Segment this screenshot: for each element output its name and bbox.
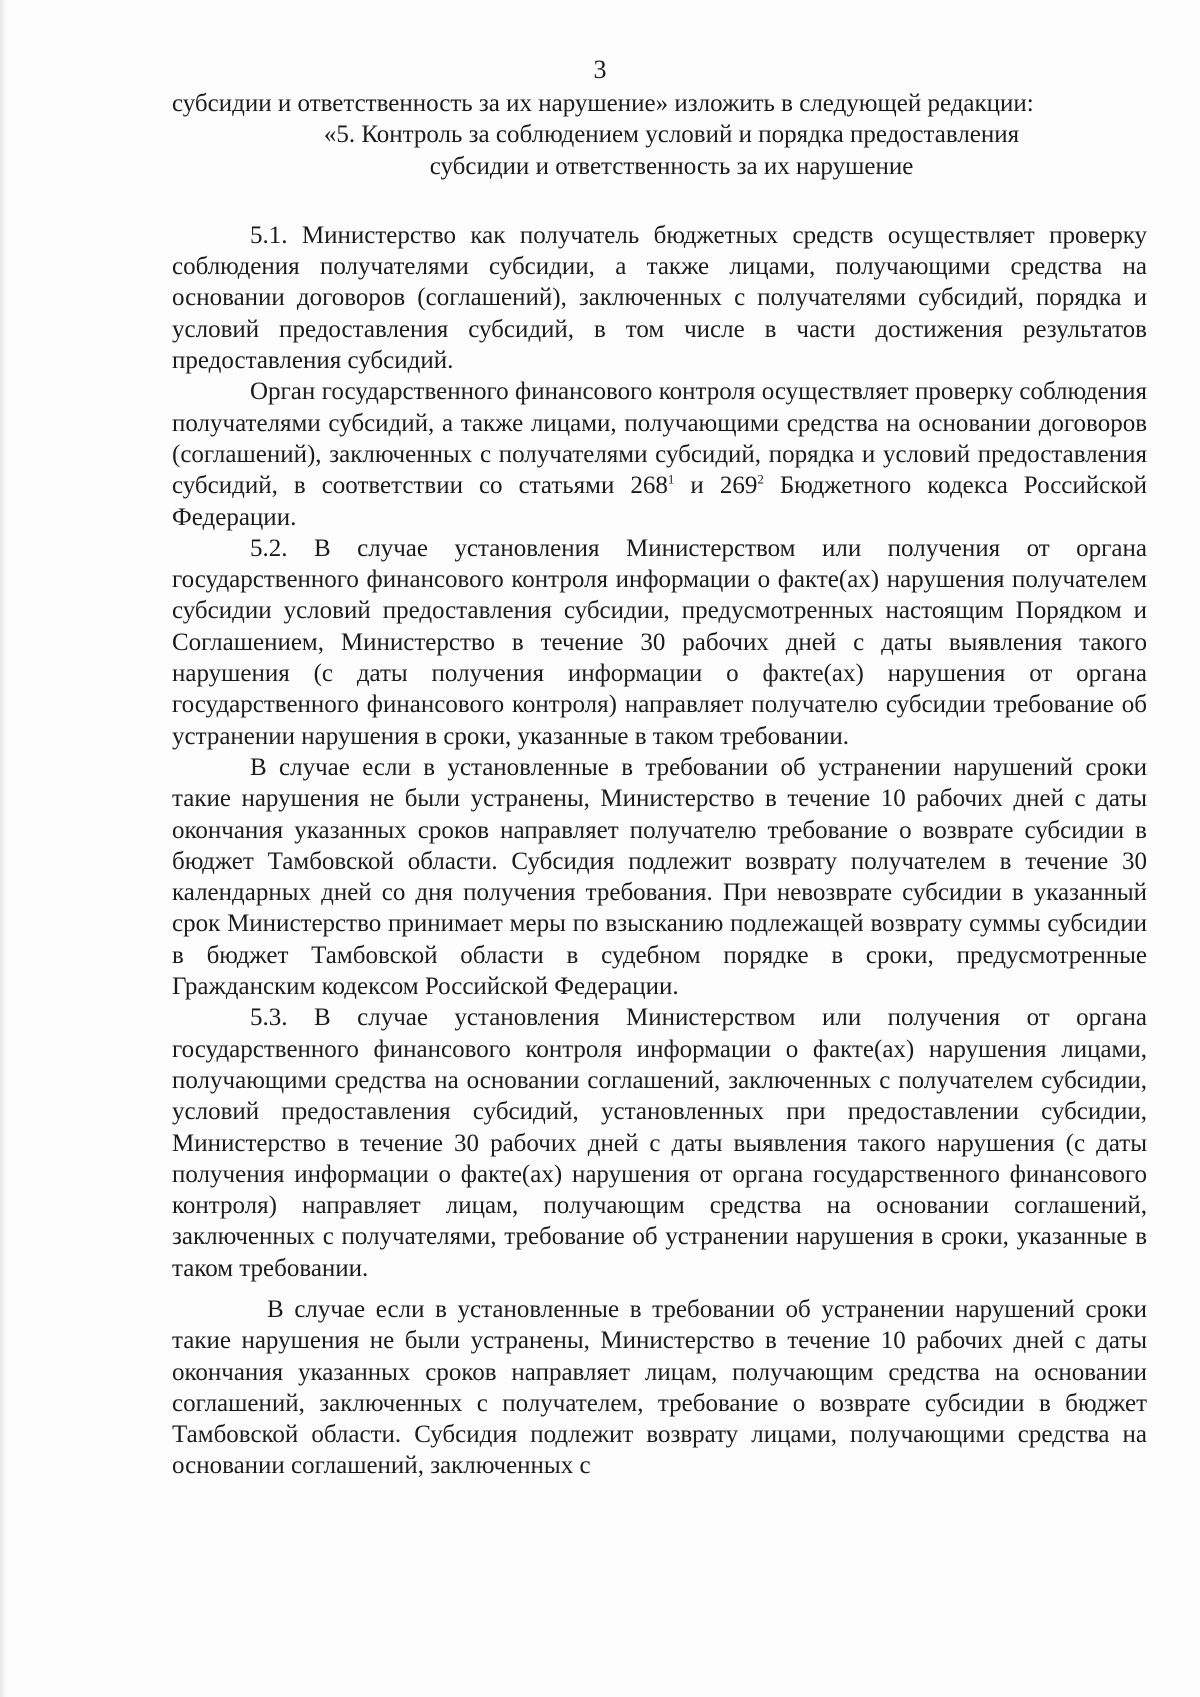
paragraph-financial-control [172,376,1147,532]
page-number: 3 [593,55,607,84]
paragraph-5-2-refund: В случае если в установленные в требовании об устранении нарушений сроки такие нарушения не были устранены, Министерство в течение 10 рабочих дней с даты окончания указанных сроков направляет получателю требование о возврате субсидии в бюджет Тамбовской области. Субсидия подлежит возврату получателем в течение 30 календарных дней со дня получения требования. При невозврате субсидии в указанный срок Министерство принимает меры по взысканию подлежащей возврату суммы субсидии в бюджет Тамбовской области в судебном порядке в сроки, предусмотренные Гражданским кодексом Российской Федерации. [172,753,1147,1001]
article-269-superscript: 2 [757,471,764,487]
document-body [172,88,1147,1482]
scan-edge-shadow [0,0,6,1697]
paragraph-5-1: 5.1. Министерство как получатель бюджетных средств осуществляет проверку соблюдения получателями субсидии, а также лицами, получающими средства на основании договоров (соглашений), заключенных с получателями субсидий, порядка и условий предоставления субсидий, в том числе в части достижения результатов предоставления субсидий. [172,221,1147,375]
article-268-superscript: 1 [667,471,675,487]
paragraph-5-3: 5.3. В случае установления Министерством или получения от органа государственного финансового контроля информации о факте(ах) нарушения лицами, получающими средства на основании соглашений, заключенных с получателем субсидии, условий предоставления субсидий, установленных при предоставлении субсидии, Министерство в течение 30 рабочих дней с даты выявления такого нарушения (с даты получения информации о факте(ах) нарушения от органа государственного финансового контроля) направляет лицам, получающим средства на основании соглашений, заключенных с получателями, требование об устранении нарушения в сроки, указанные в таком требовании. [172,1004,1147,1282]
section-heading [172,119,1147,182]
financial-control-text: Орган государственного финансового контроля осуществляет проверку соблюдения получателями субсидий, а также лицами, получающими средства на основании договоров (соглашений), заключенных с получателями субсидий, порядка и условий предоставления субсидий, в соответствии со статьями [172,378,1147,500]
intro-line: субсидии и ответственность за их нарушение» изложить в следующей редакции: [172,90,1034,117]
section-heading-line-1: «5. Контроль за соблюдением условий и порядка предоставления [323,121,1020,149]
article-conjunction: и [690,472,704,500]
paragraph-5-3-refund: В случае если в установленные в требовании об устранении нарушений сроки такие нарушения не были устранены, Министерство в течение 10 рабочих дней с даты окончания указанных сроков направляет лицам, получающим средства на основании соглашений, заключенных с получателем, требование о возврате субсидии в бюджет Тамбовской области. Субсидия подлежит возврату лицами, получающими средства на основании соглашений, заключенных с [172,1295,1147,1480]
section-heading-line-2: субсидии и ответственность за их нарушение [429,152,914,180]
paragraph-5-2: 5.2. В случае установления Министерством или получения от органа государственного финансового контроля информации о факте(ах) нарушения получателем субсидии условий предоставления субсидии, предусмотренных настоящим Порядком и Соглашением, Министерство в течение 30 рабочих дней с даты выявления такого нарушения (с даты получения информации о факте(ах) нарушения от органа государственного финансового контроля) направляет получателю субсидии требование об устранении нарушения в сроки, указанные в таком требовании. [172,534,1147,750]
article-268: 268 [630,472,668,500]
article-269: 269 [719,472,758,500]
budget-code-reference: Бюджетного кодекса Российской Федерации. [172,472,1148,531]
